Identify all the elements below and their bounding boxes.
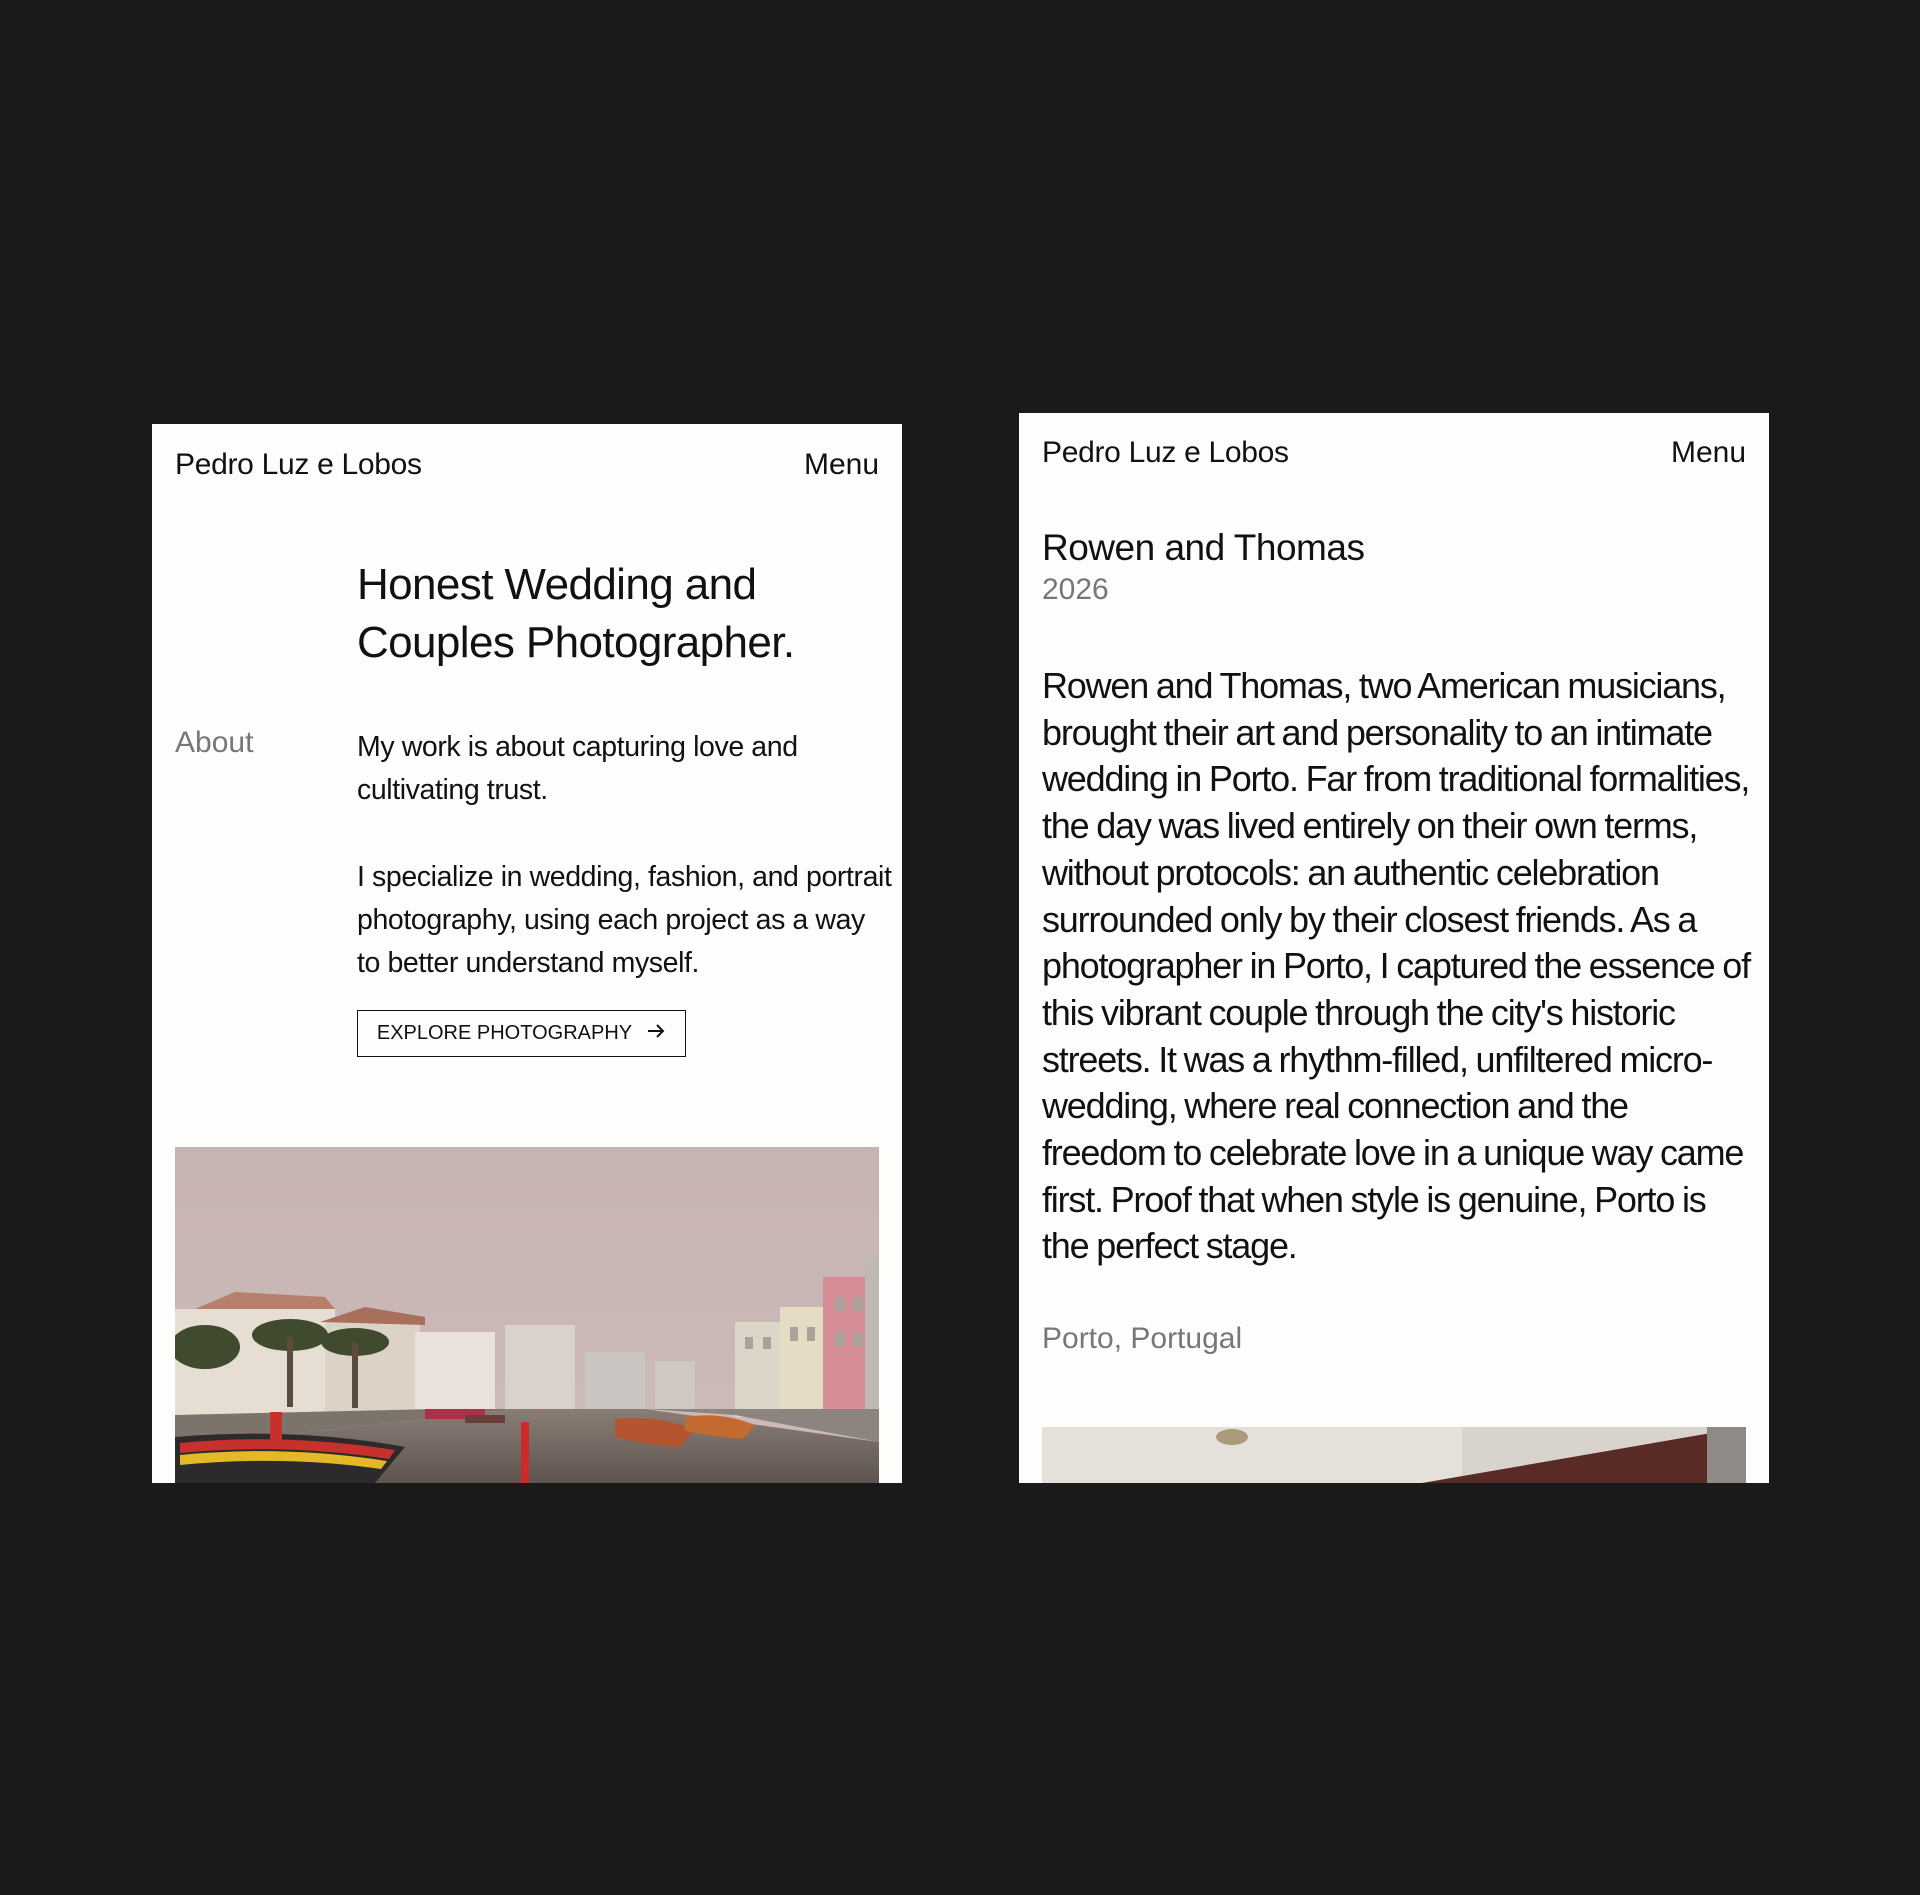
story-year: 2026 [1042,573,1109,606]
wedding-photo [1042,1427,1746,1483]
arrow-right-icon [646,1022,666,1045]
site-logo[interactable]: Pedro Luz e Lobos [175,448,422,481]
canal-boats-photo [175,1147,879,1483]
about-paragraph-2: I specialize in wedding, fashion, and portrait photography, using each project as a way to better understand myself. [357,861,892,979]
hero-title-line-1: Honest Wedding and [357,560,757,609]
story-body: Rowen and Thomas, two American musicians, brought their art and personality to an intimate wedding in Porto. Far from traditional formalities, the day was lived entirely on their own terms, without protocols: an authentic celebration surrounded only by their closest friends. As a photographer in Porto, I captured the essence of this vibrant couple through the city's historic streets. It was a rhythm-filled, unfiltered micro-wedding, where real connection and the freedom to celebrate love in a unique way came first. Proof that when style is genuine, Porto is the perfect stage. [1042,665,1750,1267]
explore-photography-button[interactable] [357,1010,686,1057]
hero-title-line-2: Couples Photographer. [357,618,795,667]
site-logo[interactable]: Pedro Luz e Lobos [1042,436,1289,469]
story-title: Rowen and Thomas [1042,527,1365,568]
menu-button[interactable]: Menu [1670,436,1746,469]
about-paragraph-1: My work is about capturing love and cultivating trust. [357,731,798,806]
story-location: Porto, Portugal [1042,1322,1243,1355]
about-label: About [175,726,254,759]
homepage-mobile-screen [152,424,902,1483]
explore-photography-label: EXPLORE PHOTOGRAPHY [376,1022,633,1044]
story-mobile-screen [1019,413,1769,1483]
hero-title [357,556,877,672]
menu-button[interactable]: Menu [803,448,879,481]
